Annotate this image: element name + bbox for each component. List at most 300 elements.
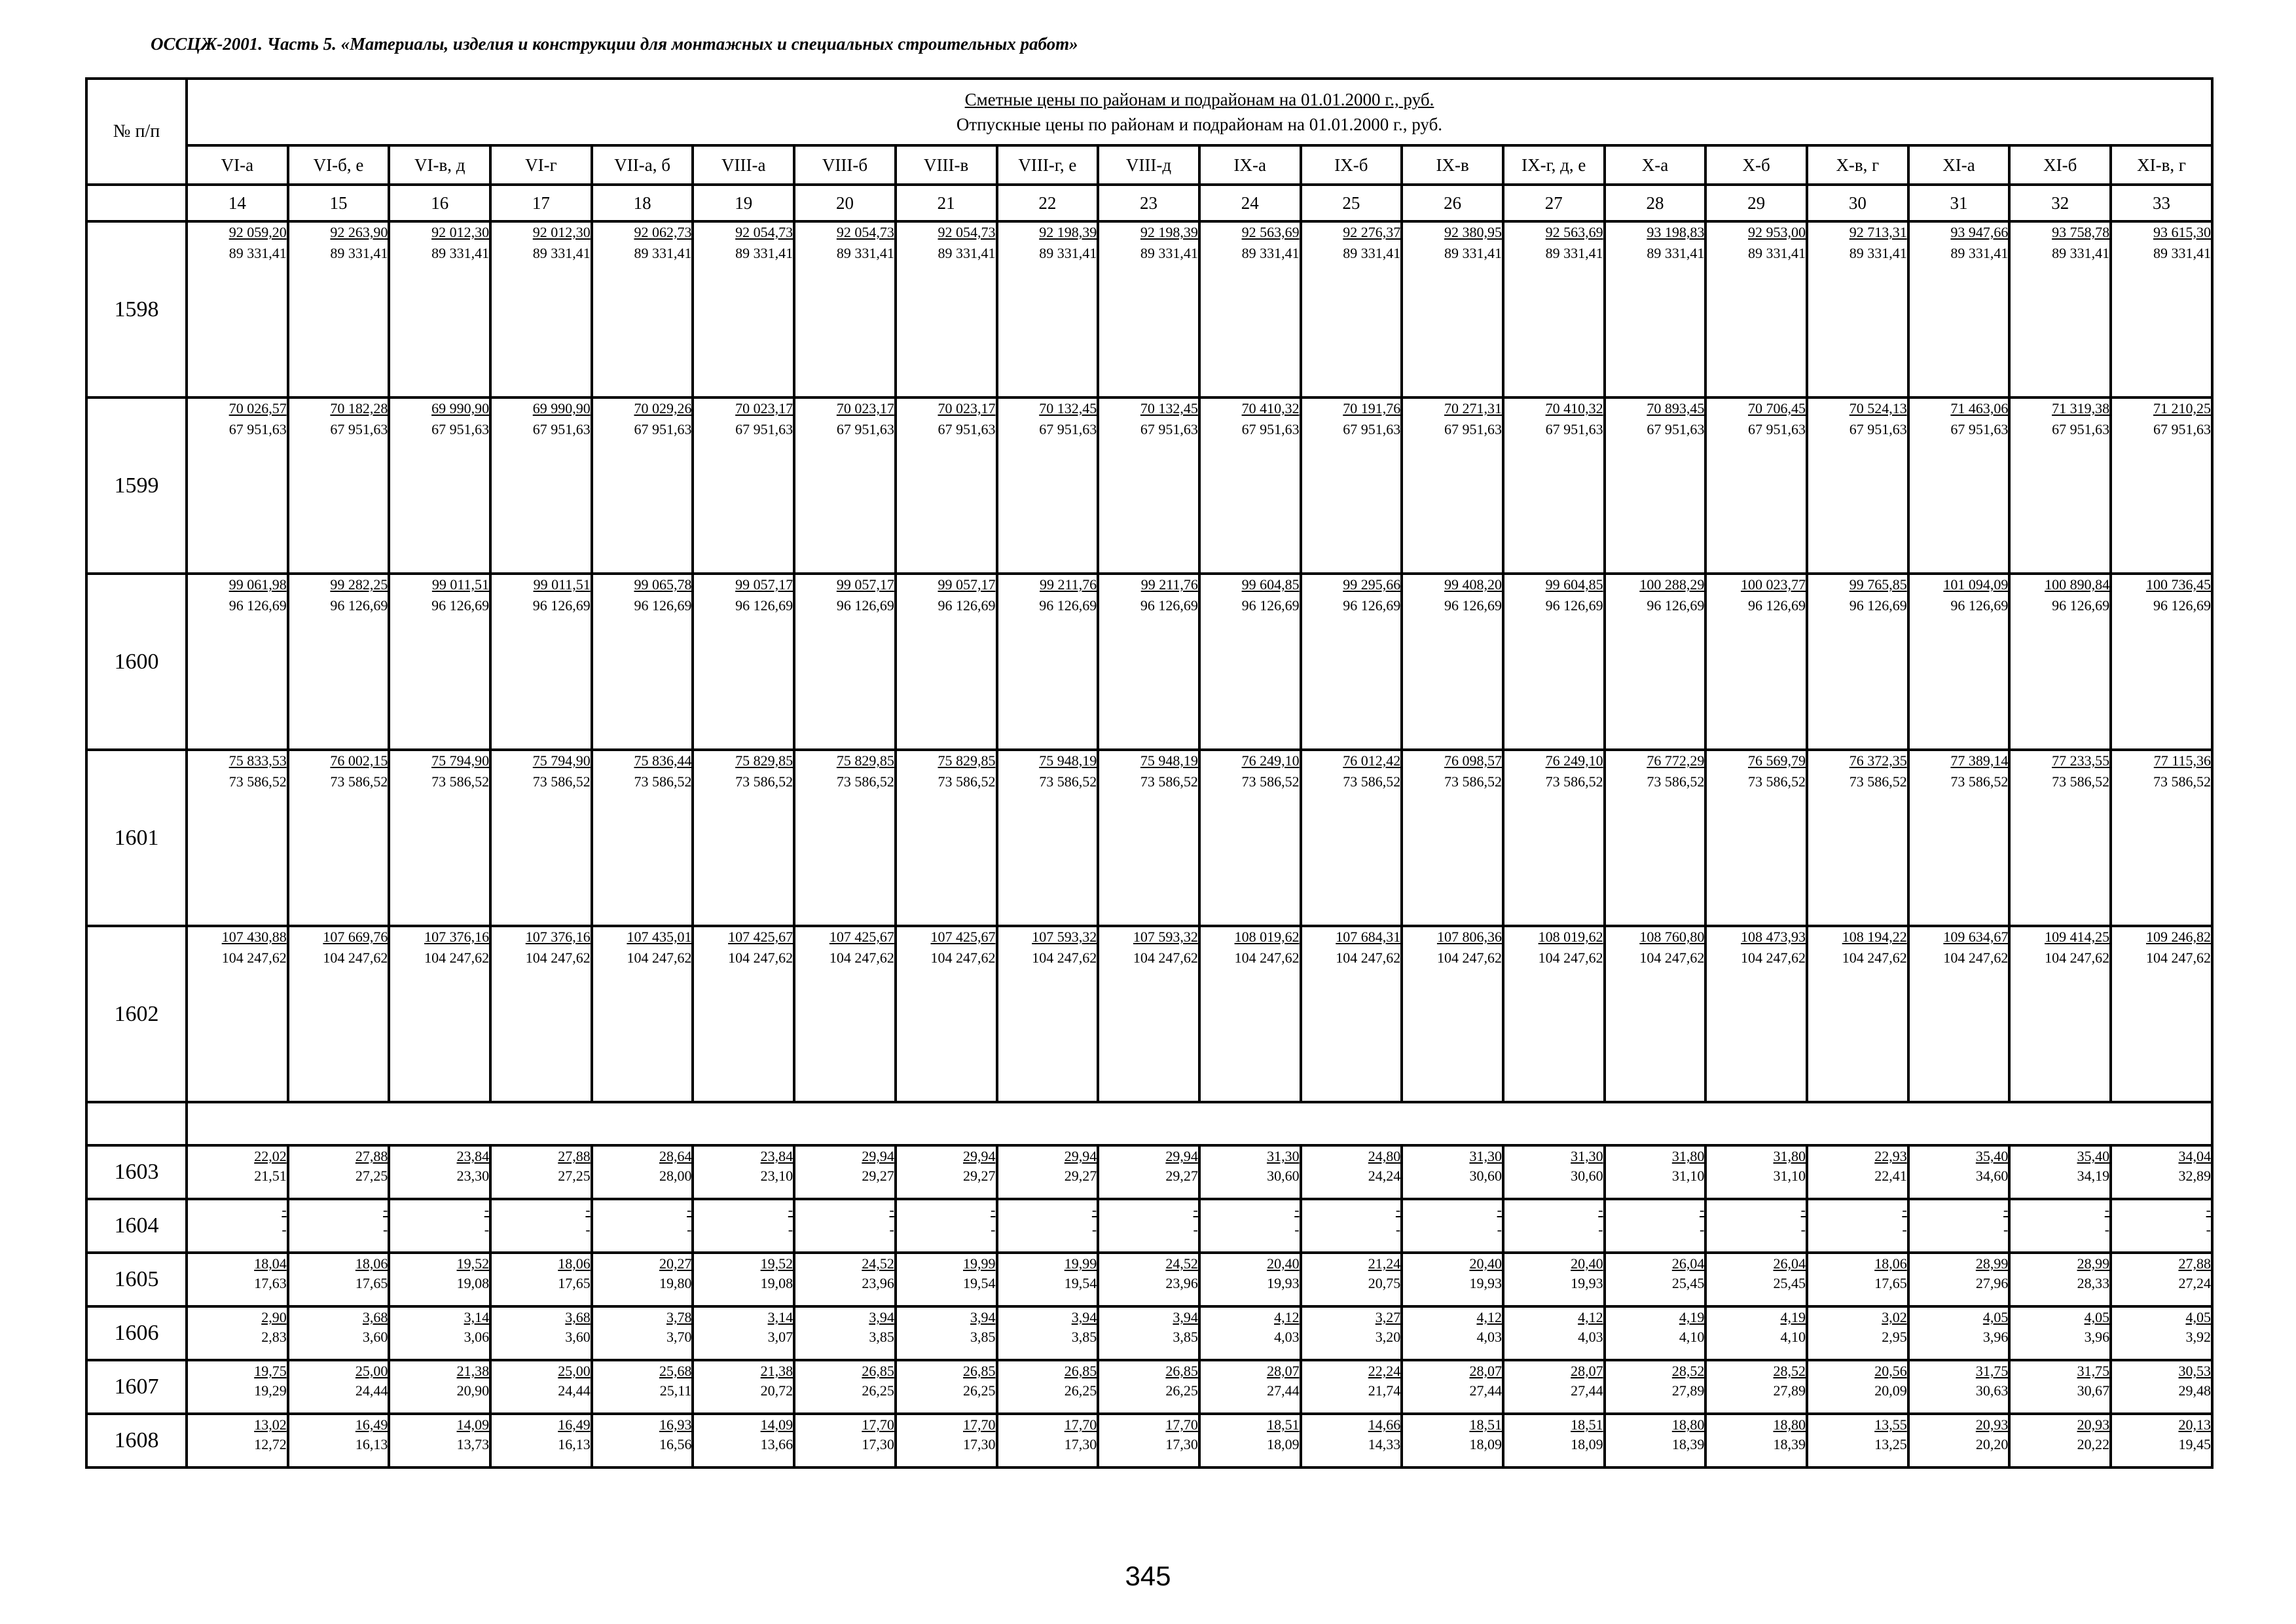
price-cell bbox=[187, 1145, 288, 1199]
price-cell bbox=[1503, 221, 1605, 397]
region-header: IX-а bbox=[1199, 145, 1301, 185]
price-cell bbox=[997, 221, 1099, 397]
column-number-cell: 31 bbox=[1908, 185, 2010, 221]
price-cell bbox=[1503, 926, 1605, 1102]
estimated-price: 31,80 bbox=[1773, 1148, 1806, 1164]
estimated-price: 31,75 bbox=[1975, 1363, 2009, 1379]
release-price: 73 586,52 bbox=[1140, 773, 1198, 790]
estimated-price: 31,30 bbox=[1267, 1148, 1300, 1164]
release-price: 19,08 bbox=[760, 1275, 793, 1291]
release-price: 27,44 bbox=[1469, 1382, 1502, 1399]
estimated-price: 99 211,76 bbox=[1040, 576, 1097, 593]
release-price: 73 586,52 bbox=[330, 773, 388, 790]
release-price: 26,25 bbox=[862, 1382, 894, 1399]
price-cell bbox=[1605, 1360, 1706, 1414]
estimated-price: 75 836,44 bbox=[634, 752, 692, 769]
release-price: 96 126,69 bbox=[634, 597, 692, 614]
column-number-cell: 27 bbox=[1503, 185, 1605, 221]
price-cell bbox=[1908, 221, 2010, 397]
price-cell bbox=[1503, 1306, 1605, 1360]
release-price: 96 126,69 bbox=[1545, 597, 1603, 614]
release-price: 67 951,63 bbox=[938, 421, 996, 437]
price-cell bbox=[592, 1253, 693, 1306]
release-price: 67 951,63 bbox=[431, 421, 490, 437]
release-price: 67 951,63 bbox=[1039, 421, 1097, 437]
estimated-price: 18,51 bbox=[1469, 1416, 1502, 1433]
price-cell bbox=[2111, 397, 2212, 574]
column-number-cell: 30 bbox=[1807, 185, 1908, 221]
release-price: 104 247,62 bbox=[1639, 950, 1705, 966]
release-price: 3,70 bbox=[666, 1329, 692, 1345]
estimated-price: 71 319,38 bbox=[2052, 400, 2110, 416]
release-price: 96 126,69 bbox=[2052, 597, 2110, 614]
estimated-price: 76 249,10 bbox=[1545, 752, 1603, 769]
price-cell bbox=[794, 221, 896, 397]
price-cell bbox=[1402, 750, 1503, 926]
price-cell bbox=[1807, 1145, 1908, 1199]
column-number-cell: 28 bbox=[1605, 185, 1706, 221]
estimated-price: 21,38 bbox=[760, 1363, 793, 1379]
price-cell bbox=[1098, 1199, 1199, 1253]
release-price: 29,27 bbox=[862, 1168, 894, 1184]
table-row bbox=[86, 1360, 2212, 1414]
release-price: 28,00 bbox=[659, 1168, 692, 1184]
estimated-price: 18,06 bbox=[355, 1255, 388, 1272]
row-number: 1599 bbox=[86, 397, 187, 574]
estimated-price: 26,85 bbox=[1165, 1363, 1198, 1379]
price-cell bbox=[490, 574, 592, 750]
release-price: - bbox=[484, 1221, 490, 1238]
price-cell bbox=[1705, 1199, 1807, 1253]
price-cell bbox=[997, 1306, 1099, 1360]
estimated-price: 31,75 bbox=[2077, 1363, 2110, 1379]
estimated-price: 108 194,22 bbox=[1842, 929, 1907, 945]
price-cell bbox=[997, 1360, 1099, 1414]
price-cell bbox=[592, 1360, 693, 1414]
price-cell bbox=[1199, 1199, 1301, 1253]
release-price: - bbox=[1497, 1221, 1502, 1238]
estimated-price: 3,94 bbox=[1173, 1309, 1198, 1325]
price-cell bbox=[288, 221, 390, 397]
release-price: 96 126,69 bbox=[1647, 597, 1705, 614]
price-cell bbox=[1605, 926, 1706, 1102]
estimated-price: 25,00 bbox=[355, 1363, 388, 1379]
release-price: 73 586,52 bbox=[735, 773, 793, 790]
estimated-price: 19,99 bbox=[1064, 1255, 1097, 1272]
release-price: 27,24 bbox=[2178, 1275, 2211, 1291]
estimated-price: 92 563,69 bbox=[1545, 224, 1603, 240]
estimated-price: 70 023,17 bbox=[836, 400, 894, 416]
price-cell bbox=[896, 1360, 997, 1414]
estimated-price: 92 276,37 bbox=[1343, 224, 1401, 240]
price-cell bbox=[794, 750, 896, 926]
release-price: 18,09 bbox=[1571, 1436, 1603, 1452]
release-price: 19,45 bbox=[2178, 1436, 2211, 1452]
estimated-price: 24,52 bbox=[862, 1255, 894, 1272]
release-price: 20,09 bbox=[1874, 1382, 1907, 1399]
release-price: 26,25 bbox=[963, 1382, 996, 1399]
release-price: 73 586,52 bbox=[1444, 773, 1502, 790]
price-cell bbox=[490, 926, 592, 1102]
release-price: 96 126,69 bbox=[1950, 597, 2009, 614]
release-price: 96 126,69 bbox=[1343, 597, 1401, 614]
release-price: 73 586,52 bbox=[2052, 773, 2110, 790]
price-cell bbox=[1605, 1253, 1706, 1306]
estimated-price: 70 132,45 bbox=[1039, 400, 1097, 416]
release-price: 89 331,41 bbox=[228, 245, 287, 261]
estimated-price: 21,24 bbox=[1368, 1255, 1401, 1272]
price-cell bbox=[1199, 926, 1301, 1102]
column-number-cell: 14 bbox=[187, 185, 288, 221]
estimated-price: 69 990,90 bbox=[431, 400, 490, 416]
estimated-price: 16,49 bbox=[558, 1416, 591, 1433]
price-cell bbox=[1098, 926, 1199, 1102]
release-price: 3,60 bbox=[565, 1329, 591, 1345]
price-cell bbox=[1908, 750, 2010, 926]
release-price: 4,03 bbox=[1274, 1329, 1300, 1345]
release-price: 67 951,63 bbox=[1950, 421, 2009, 437]
release-price: 20,72 bbox=[760, 1382, 793, 1399]
estimated-price: 19,99 bbox=[963, 1255, 996, 1272]
price-cell bbox=[288, 1253, 390, 1306]
release-price: 73 586,52 bbox=[2153, 773, 2211, 790]
release-price: 30,67 bbox=[2077, 1382, 2110, 1399]
release-price: 2,83 bbox=[261, 1329, 287, 1345]
estimated-price: 99 011,51 bbox=[431, 576, 490, 593]
release-price: 89 331,41 bbox=[1647, 245, 1705, 261]
estimated-price: 20,93 bbox=[2077, 1416, 2110, 1433]
price-cell bbox=[1705, 926, 1807, 1102]
estimated-price: 71 210,25 bbox=[2153, 400, 2211, 416]
release-price: 104 247,62 bbox=[627, 950, 692, 966]
estimated-price: 92 062,73 bbox=[634, 224, 692, 240]
row-number: 1602 bbox=[86, 926, 187, 1102]
price-cell bbox=[794, 1360, 896, 1414]
release-price: 96 126,69 bbox=[1444, 597, 1502, 614]
release-price: 104 247,62 bbox=[525, 950, 591, 966]
price-cell bbox=[1605, 221, 1706, 397]
estimated-price: 100 288,29 bbox=[1639, 576, 1705, 593]
release-price: 25,11 bbox=[659, 1382, 692, 1399]
estimated-price: 70 182,28 bbox=[330, 400, 388, 416]
release-price: 96 126,69 bbox=[1849, 597, 1907, 614]
row-number: 1608 bbox=[86, 1414, 187, 1467]
estimated-price: 77 389,14 bbox=[1950, 752, 2009, 769]
release-price: 89 331,41 bbox=[1748, 245, 1806, 261]
estimated-price: 93 758,78 bbox=[2052, 224, 2110, 240]
release-price: 89 331,41 bbox=[836, 245, 894, 261]
region-header: IX-в bbox=[1402, 145, 1503, 185]
price-cell bbox=[1908, 1360, 2010, 1414]
release-price: 3,85 bbox=[1173, 1329, 1198, 1345]
price-cell bbox=[2009, 1199, 2111, 1253]
estimated-price: 69 990,90 bbox=[532, 400, 591, 416]
estimated-price: 99 061,98 bbox=[228, 576, 287, 593]
estimated-price: 18,04 bbox=[254, 1255, 287, 1272]
estimated-price: 24,80 bbox=[1368, 1148, 1401, 1164]
price-cell bbox=[693, 397, 794, 574]
release-price: 67 951,63 bbox=[735, 421, 793, 437]
release-price: - bbox=[2104, 1221, 2110, 1238]
estimated-price: 28,07 bbox=[1571, 1363, 1603, 1379]
price-cell bbox=[592, 221, 693, 397]
estimated-price: 76 249,10 bbox=[1241, 752, 1300, 769]
release-price: - bbox=[383, 1221, 388, 1238]
release-price: 67 951,63 bbox=[836, 421, 894, 437]
estimated-price: 19,75 bbox=[254, 1363, 287, 1379]
release-price: 24,24 bbox=[1368, 1168, 1401, 1184]
estimated-price: 77 233,55 bbox=[2052, 752, 2110, 769]
estimated-price: 28,99 bbox=[2077, 1255, 2110, 1272]
release-price: 89 331,41 bbox=[938, 245, 996, 261]
price-cell bbox=[693, 1306, 794, 1360]
release-price: 13,73 bbox=[456, 1436, 490, 1452]
estimated-price: - bbox=[2003, 1202, 2009, 1218]
release-price: 89 331,41 bbox=[2153, 245, 2211, 261]
estimated-price: - bbox=[1294, 1202, 1300, 1218]
estimated-price: 28,52 bbox=[1773, 1363, 1806, 1379]
estimated-price: 4,12 bbox=[1274, 1309, 1300, 1325]
column-number-cell: 18 bbox=[592, 185, 693, 221]
region-header: X-а bbox=[1605, 145, 1706, 185]
estimated-price: 100 736,45 bbox=[2145, 576, 2211, 593]
release-price: 89 331,41 bbox=[1241, 245, 1300, 261]
release-price: 17,63 bbox=[254, 1275, 287, 1291]
release-price: 3,96 bbox=[2084, 1329, 2110, 1345]
divider-cell bbox=[187, 1102, 2212, 1145]
estimated-price: 4,12 bbox=[1578, 1309, 1603, 1325]
column-number-cell: 29 bbox=[1705, 185, 1807, 221]
estimated-price: 26,04 bbox=[1671, 1255, 1705, 1272]
price-cell bbox=[2111, 1145, 2212, 1199]
release-price: 22,41 bbox=[1874, 1168, 1907, 1184]
estimated-price: - bbox=[2206, 1202, 2211, 1218]
estimated-price: 99 282,25 bbox=[330, 576, 388, 593]
estimated-price: 93 947,66 bbox=[1950, 224, 2009, 240]
release-price: 73 586,52 bbox=[1647, 773, 1705, 790]
price-cell bbox=[490, 1360, 592, 1414]
release-price: 32,89 bbox=[2178, 1168, 2211, 1184]
row-number: 1600 bbox=[86, 574, 187, 750]
estimated-price: 14,09 bbox=[760, 1416, 793, 1433]
row-number: 1605 bbox=[86, 1253, 187, 1306]
release-price: 73 586,52 bbox=[938, 773, 996, 790]
row-number: 1598 bbox=[86, 221, 187, 397]
price-cell bbox=[1301, 1253, 1402, 1306]
price-cell bbox=[896, 397, 997, 574]
estimated-price: 92 012,30 bbox=[532, 224, 591, 240]
region-header: XI-в, г bbox=[2111, 145, 2212, 185]
release-price: 67 951,63 bbox=[532, 421, 591, 437]
estimated-price: 107 806,36 bbox=[1436, 929, 1502, 945]
row-number: 1601 bbox=[86, 750, 187, 926]
release-price: 73 586,52 bbox=[1748, 773, 1806, 790]
release-price: 2,95 bbox=[1882, 1329, 1907, 1345]
estimated-price: 27,88 bbox=[355, 1148, 388, 1164]
table-row bbox=[86, 221, 2212, 397]
price-cell bbox=[1807, 750, 1908, 926]
price-cell bbox=[693, 574, 794, 750]
release-price: 104 247,62 bbox=[1741, 950, 1806, 966]
price-cell bbox=[794, 1414, 896, 1467]
estimated-price: 76 098,57 bbox=[1444, 752, 1502, 769]
price-cell bbox=[490, 1306, 592, 1360]
price-cell bbox=[693, 1199, 794, 1253]
price-cell bbox=[896, 1414, 997, 1467]
price-cell bbox=[1705, 1360, 1807, 1414]
price-cell bbox=[1098, 1253, 1199, 1306]
estimated-price: 99 604,85 bbox=[1545, 576, 1603, 593]
price-cell bbox=[896, 1145, 997, 1199]
release-price: 21,51 bbox=[254, 1168, 287, 1184]
price-cell bbox=[1098, 1306, 1199, 1360]
release-price: - bbox=[282, 1221, 287, 1238]
price-cell bbox=[1402, 1253, 1503, 1306]
estimated-price: 31,30 bbox=[1469, 1148, 1502, 1164]
row-number bbox=[86, 1102, 187, 1145]
column-number-cell: 24 bbox=[1199, 185, 1301, 221]
price-cell bbox=[592, 397, 693, 574]
estimated-price: 26,04 bbox=[1773, 1255, 1806, 1272]
estimated-price: 3,94 bbox=[1071, 1309, 1097, 1325]
estimated-price: 3,14 bbox=[767, 1309, 793, 1325]
price-cell bbox=[2009, 1414, 2111, 1467]
price-cell bbox=[1301, 1414, 1402, 1467]
release-price: 67 951,63 bbox=[2153, 421, 2211, 437]
estimated-price: 20,56 bbox=[1874, 1363, 1907, 1379]
estimated-price: 16,93 bbox=[659, 1416, 692, 1433]
estimated-price: 108 473,93 bbox=[1741, 929, 1806, 945]
estimated-price: 92 953,00 bbox=[1748, 224, 1806, 240]
release-price: 96 126,69 bbox=[431, 597, 490, 614]
release-price: 3,85 bbox=[970, 1329, 996, 1345]
release-price: - bbox=[1902, 1221, 1907, 1238]
release-price: 23,30 bbox=[456, 1168, 490, 1184]
estimated-price: 20,40 bbox=[1267, 1255, 1300, 1272]
release-price: 104 247,62 bbox=[1133, 950, 1198, 966]
release-price: 73 586,52 bbox=[1849, 773, 1907, 790]
release-price: 19,93 bbox=[1571, 1275, 1603, 1291]
estimated-price: - bbox=[687, 1202, 692, 1218]
price-cell bbox=[288, 574, 390, 750]
price-cell bbox=[2111, 926, 2212, 1102]
release-price: 29,27 bbox=[963, 1168, 996, 1184]
estimated-price: 18,51 bbox=[1571, 1416, 1603, 1433]
price-cell bbox=[389, 1306, 490, 1360]
estimated-price: 99 057,17 bbox=[938, 576, 996, 593]
estimated-price: 18,51 bbox=[1267, 1416, 1300, 1433]
release-price: - bbox=[1800, 1221, 1806, 1238]
release-price: 13,25 bbox=[1874, 1436, 1907, 1452]
price-cell bbox=[592, 1414, 693, 1467]
estimated-price: 29,94 bbox=[862, 1148, 894, 1164]
estimated-price: 17,70 bbox=[1064, 1416, 1097, 1433]
estimated-price: 99 065,78 bbox=[634, 576, 692, 593]
price-cell bbox=[2009, 1253, 2111, 1306]
price-cell bbox=[1098, 750, 1199, 926]
release-price: 67 951,63 bbox=[1849, 421, 1907, 437]
price-cell bbox=[1908, 1306, 2010, 1360]
price-cell bbox=[1605, 1414, 1706, 1467]
price-cell bbox=[997, 1414, 1099, 1467]
estimated-price: 101 094,09 bbox=[1943, 576, 2009, 593]
price-cell bbox=[1807, 574, 1908, 750]
estimated-price: 22,02 bbox=[254, 1148, 287, 1164]
estimated-price: 18,06 bbox=[1874, 1255, 1907, 1272]
price-cell bbox=[693, 750, 794, 926]
release-price: 23,96 bbox=[1165, 1275, 1198, 1291]
column-number-cell: 25 bbox=[1301, 185, 1402, 221]
estimated-price: 76 372,35 bbox=[1849, 752, 1907, 769]
price-cell bbox=[997, 1199, 1099, 1253]
price-cell bbox=[389, 397, 490, 574]
table-row bbox=[86, 926, 2212, 1102]
header-row-regions bbox=[86, 145, 2212, 185]
price-cell bbox=[1605, 1306, 1706, 1360]
release-price: 96 126,69 bbox=[228, 597, 287, 614]
price-cell bbox=[1705, 574, 1807, 750]
price-cell bbox=[187, 574, 288, 750]
estimated-price: 99 765,85 bbox=[1849, 576, 1907, 593]
release-price: 30,60 bbox=[1469, 1168, 1502, 1184]
release-price: 29,48 bbox=[2178, 1382, 2211, 1399]
estimated-price: 70 132,45 bbox=[1140, 400, 1198, 416]
release-price: 34,60 bbox=[1975, 1168, 2009, 1184]
price-cell bbox=[1301, 750, 1402, 926]
price-cell bbox=[1807, 926, 1908, 1102]
release-price: 23,10 bbox=[760, 1168, 793, 1184]
estimated-price: 76 569,79 bbox=[1748, 752, 1806, 769]
price-cell bbox=[1301, 397, 1402, 574]
estimated-price: 23,84 bbox=[456, 1148, 490, 1164]
release-price: 16,13 bbox=[558, 1436, 591, 1452]
release-price: 20,90 bbox=[456, 1382, 490, 1399]
price-cell bbox=[1705, 221, 1807, 397]
price-cell bbox=[794, 1253, 896, 1306]
release-price: - bbox=[1395, 1221, 1401, 1238]
estimated-price: 107 425,67 bbox=[930, 929, 996, 945]
estimated-price: 20,27 bbox=[659, 1255, 692, 1272]
release-price: 27,89 bbox=[1671, 1382, 1705, 1399]
price-cell bbox=[1301, 1145, 1402, 1199]
price-cell bbox=[2111, 750, 2212, 926]
price-cell bbox=[2111, 1360, 2212, 1414]
release-price: 19,80 bbox=[659, 1275, 692, 1291]
price-cell bbox=[794, 1306, 896, 1360]
estimated-price: 70 191,76 bbox=[1343, 400, 1401, 416]
release-price: 67 951,63 bbox=[2052, 421, 2110, 437]
region-header: VII-а, б bbox=[592, 145, 693, 185]
release-price: 3,96 bbox=[1982, 1329, 2009, 1345]
price-cell bbox=[288, 926, 390, 1102]
price-cell bbox=[2009, 1360, 2111, 1414]
release-price: 73 586,52 bbox=[1950, 773, 2009, 790]
price-cell bbox=[1503, 1253, 1605, 1306]
estimated-price: 35,40 bbox=[2077, 1148, 2110, 1164]
price-cell bbox=[997, 1145, 1099, 1199]
price-cell bbox=[288, 1306, 390, 1360]
price-cell bbox=[1908, 1145, 2010, 1199]
release-price: 89 331,41 bbox=[735, 245, 793, 261]
estimated-price: 4,12 bbox=[1476, 1309, 1502, 1325]
estimated-price: 4,05 bbox=[1982, 1309, 2009, 1325]
price-group-header bbox=[187, 79, 2212, 145]
estimated-price: 107 593,32 bbox=[1032, 929, 1097, 945]
release-price: 67 951,63 bbox=[1140, 421, 1198, 437]
estimated-price: - bbox=[484, 1202, 490, 1218]
price-cell bbox=[2009, 574, 2111, 750]
estimated-price: 26,85 bbox=[1064, 1363, 1097, 1379]
